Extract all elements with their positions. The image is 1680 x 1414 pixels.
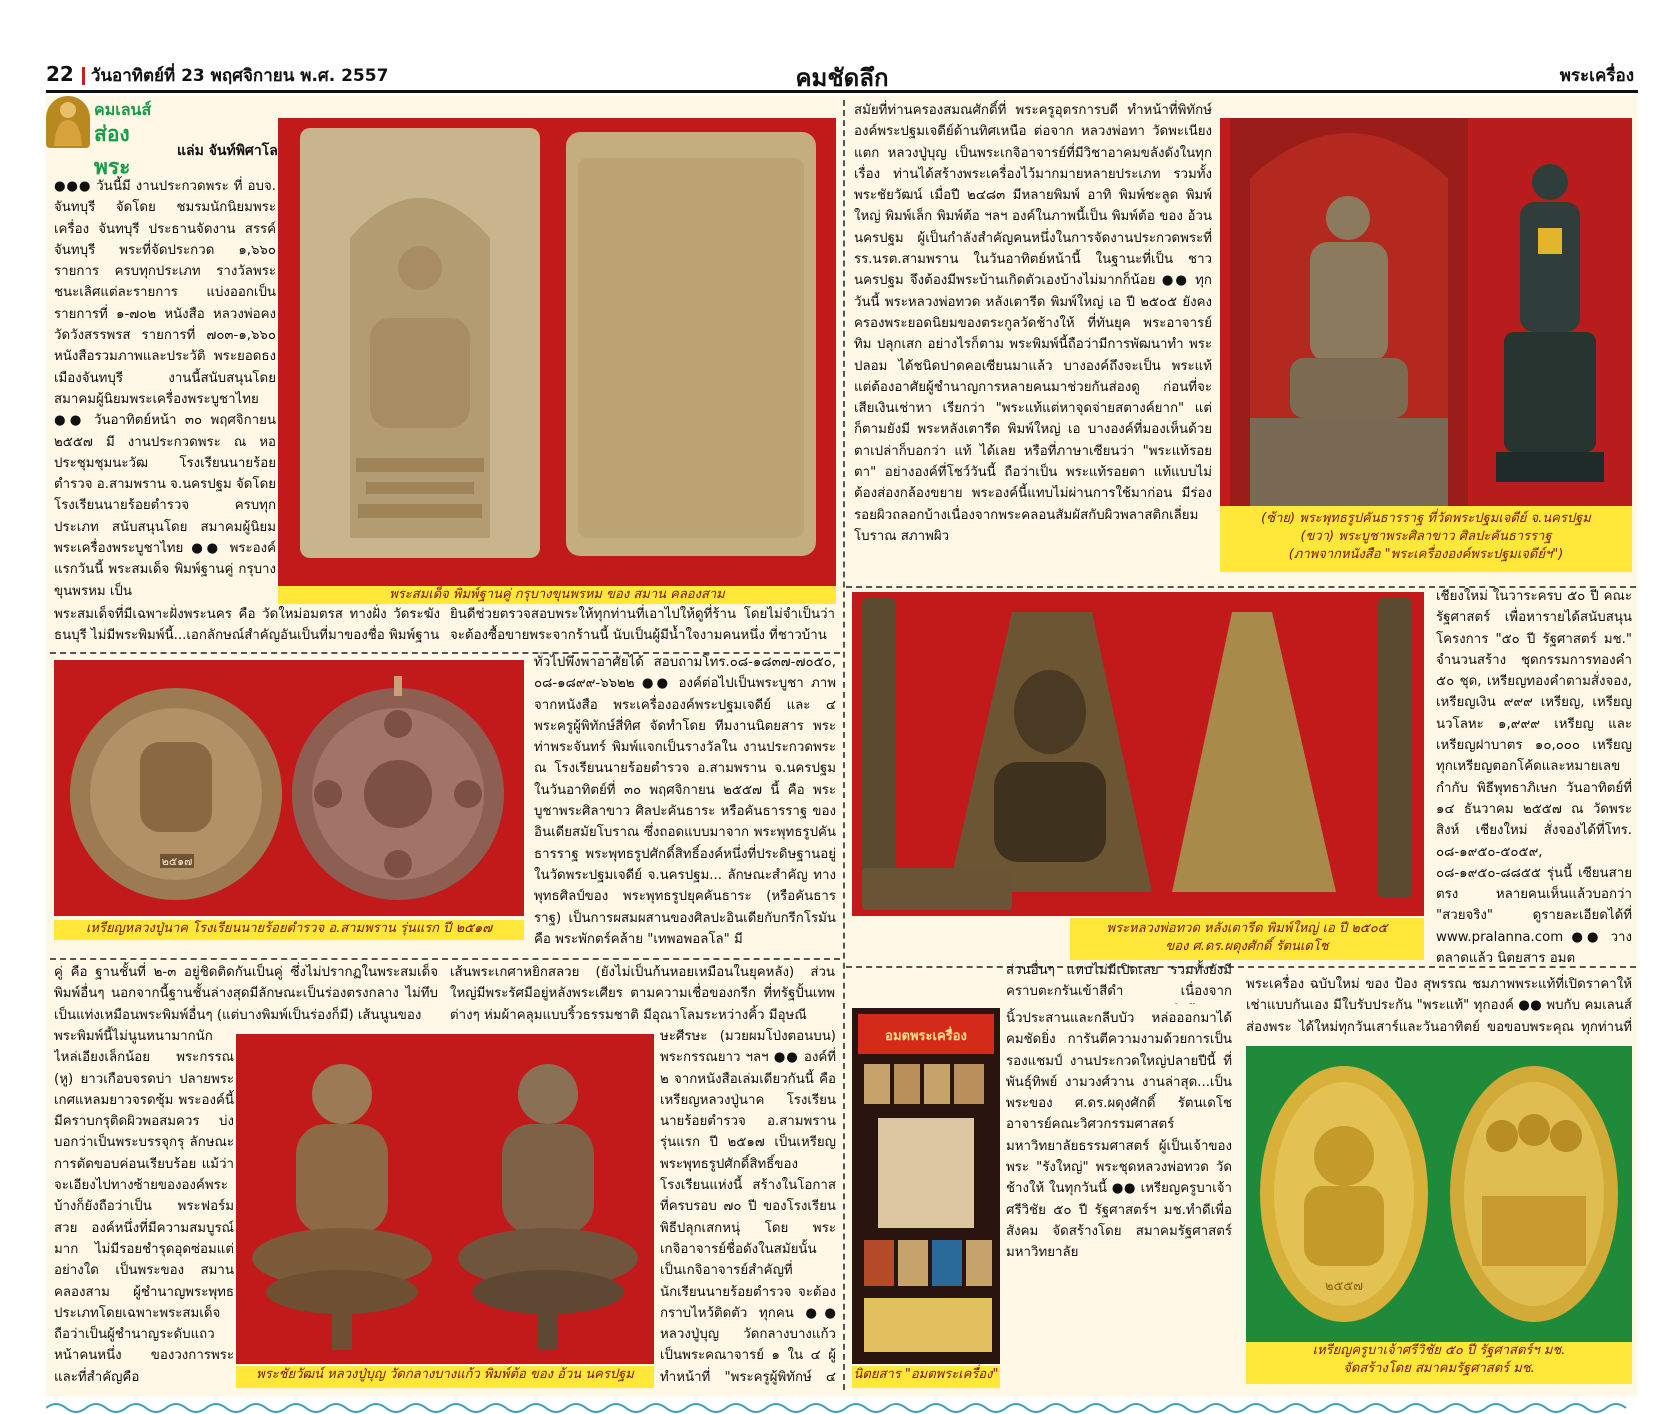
column-logo-line2: ส่องพระ [94,122,131,179]
article-text-col3-mid-a [1006,960,1232,1004]
caption-text: นิตยสาร "อมตพระเครื่อง" [853,1367,999,1382]
column-logo-line1: คมเลนส์ [94,100,152,119]
caption-chaiwat [236,1366,654,1388]
caption-text: (ขวา) พระบูชาพระศิลาขาว ศิลปะคันธารราฐ [1300,529,1552,544]
caption-text: เหรียญครูบาเจ้าศรีวิชัย ๕๐ ปี รัฐศาสตร์ฯ มช. [1312,1343,1566,1358]
article-text-row-left [54,962,438,1026]
article-text-col3-low [1006,1008,1232,1388]
coin-year-text: ๒๕๑๗ [161,855,193,868]
caption-thuat [1070,918,1424,960]
article-paragraph: ส่วนอื่นๆ แทบไม่มีเปิดเลย รวมทั้งยังมีคราบตะกรันเข้าสีดำ เนื่องจาก [1006,963,1232,1000]
newspaper-name: คมชัดลึก [795,64,889,92]
kruba-year-text: ๒๕๕๗ [1324,1279,1364,1294]
article-text-col1-wide [54,604,440,648]
article-paragraph: ยินดีช่วยตรวจสอบพระให้ทุกท่านที่เอาไปให้ดูที่ร้าน โดยไม่จำเป็นว่า จะต้องซื้อขายพระจากร้านนี้ นับเป็นผู้มีน้ำใจงามคนหนึ่ง ที่ชาวบ้าน [450,607,835,644]
article-text-col2-mid [534,652,836,948]
article-paragraph: เชียงใหม่ ในวาระครบ ๕๐ ปี คณะรัฐศาสตร์ เพื่อหารายได้สนับสนุนโครงการ "๕๐ ปี รัฐศาสตร์ มช." จำนวนสร้าง ชุดกรรมการทองคำ ๕๐ ชุด, เหรียญทองคำตามสั่งจอง, เหรียญเงิน ๙๙๙ เหรียญ, เหรียญนวโลหะ ๑,๙๙๙ เหรียญ และเหรียญฝาบาตร ๑๐,๐๐๐ เหรียญ ทุกเหรียญตอกโค้ดและหมายเลขกำกับ พิธีพุทธาภิเษก วันอาทิตย์ที่ ๑๔ ธันวาคม ๒๕๕๗ ณ วัดพระสิงห์ เชียงใหม่ สั่งจองได้ที่โทร. ๐๘-๑๙๕๐-๕๐๕๙, ๐๘-๑๙๕๐-๘๘๕๕ รุ่นนี้ เซียนสายตรง หลายคนเห็นแล้วบอกว่า "สวยจริง" ดูรายละเอียดได้ที่ www.pralanna.com ●● วางตลาดแล้ว นิตยสาร อมต [1436,589,1632,966]
row-divider [50,958,840,960]
article-paragraph: พระสมเด็จที่มีเฉพาะฝั่งพระนคร คือ วัดใหม่อมตรส ทางฝั่ง วัดระฆัง ธนบุรี ไม่มีพระพิมพ์นี้...เอกลักษณ์สำคัญอันเป็นที่มาของชื่อ พิมพ์ฐาน [54,607,440,644]
section-name: พระเครื่อง [1559,66,1634,86]
caption-text: (ภาพจากหนังสือ "พระเครื่ององค์พระปฐมเจดีย์ฯ") [1288,547,1564,562]
page-header [46,58,1638,93]
photo-phra-chaiwat [236,1034,654,1364]
magazine-title-text: อมตพระเครื่อง [885,1029,967,1044]
caption-kruba [1246,1342,1632,1384]
article-text-col4 [1436,586,1632,966]
caption-text: (ซ้าย) พระพุทธรูปคันธารราฐ ที่วัดพระปฐมเจดีย์ จ.นครปฐม [1261,511,1591,526]
caption-text: เหรียญหลวงปู่นาค โรงเรียนนายร้อยตำรวจ อ.สามพราน รุ่นแรก ปี ๒๕๑๗ [85,921,493,936]
article-paragraph: เส้นพระเกศาหยิกสลวย (ยังไม่เป็นก้นหอยเหมือนในยุคหลัง) ส่วนใหญ่มีพระรัศมีอยู่หลังพระเศียร ตามความเชื่อของกรีก ที่ทรัฐปั้นเทพต่างๆ ห่มผ้าคลุมแบบริ้วธรรมชาติ มีอุณาโลมระหว่างคิ้ว มีอุษณี [450,965,835,1023]
column-divider [843,100,845,1390]
caption-text: พระชัยวัฒน์ หลวงปู่บุญ วัดกลางบางแก้ว พิมพ์ต้อ ของ อ้วน นครปฐม [256,1367,634,1382]
byline: แล่ม จันท์พิศาโล [177,143,278,159]
column-logo [46,96,158,179]
article-paragraph: พระพิมพ์นี้ไม่นูนหนามากนัก ไหล่เอียงเล็กน้อย พระกรรณ (หู) ยาวเกือบจรดบ่า ปลายพระเกศแหลมยาวจรดซุ้ม พระองค์นี้มีคราบกรุติดผิวพอสมควร บ่งบอกว่าเป็นพระบรรจุกรุ ลักษณะการตัดขอบค่อนเรียบร้อย แม้ว่าจะเอียงไปทางซ้ายขององค์พระบ้างก็ยังถือว่าเป็น พระฟอร์มสวย องค์หนึ่งที่มีความสมบูรณ์มาก ไม่มีรอยชำรุดอุดซ่อมแต่อย่างใด เป็นพระของ สมาน คลองสาม ผู้ชำนาญพระพุทธประเภทโดยเฉพาะพระสมเด็จถือว่าเป็นผู้ชำนาญระดับแถวหน้าคนหนึ่ง ของวงการพระ และที่สำคัญคือ [54,1029,234,1385]
photo-luangpu-nak-coin [54,660,524,916]
article-paragraph: พระเครื่อง ฉบับใหม่ ของ ป้อง สุพรรณ ชมภาพพระแท้ที่เปิดราคาให้เช่าแบบกันเอง มีใบรับประกัน "พระแท้" ทุกองค์ ●● พบกับ คมเลนส์ส่องพระ ได้ใหม่ทุกวันเสาร์และวันอาทิตย์ ขอขอบพระคุณ ทุกท่านที่ [1246,977,1632,1035]
buddha-icon [46,96,90,148]
caption-coin-nak [54,920,524,940]
article-text-col3 [854,100,1212,580]
article-paragraph: คู่ คือ ฐานชั้นที่ ๒-๓ อยู่ชิดติดกันเป็นคู่ ซึ่งไม่ปรากฏในพระสมเด็จพิมพ์อื่นๆ นอกจากนี้ฐานชั้นล่างสุดมีลักษณะเป็นร่องตรงกลาง ไม่ทึบเป็นแท่งเหมือนพระพิมพ์อื่นๆ (แต่บางพิมพ์เป็นร่องก็มี) เส้นนูนของ [54,965,438,1023]
caption-gandhara [1220,506,1632,572]
article-paragraph: ษะศีรษะ (มวยผมโป่งตอนบน) พระกรรณยาว ฯลฯ ●● องค์ที่ ๒ จากหนังสือเล่มเดียวกันนี้ คือ เหรียญหลวงปู่นาค โรงเรียนนายร้อยตำรวจ อ.สามพราน รุ่นแรก ปี ๒๕๑๗ เป็นเหรียญพระพุทธรูปศักดิ์สิทธิ์ของโรงเรียนแห่งนี้ สร้างในโอกาสที่ครบรอบ ๗๐ ปี ของโรงเรียน พิธีปลุกเสกหนุ่ โดย พระเกจิอาจารย์ชื่อดังในสมัยนั้น เป็นเกจิอาจารย์สำคัญที่นักเรียนนายร้อยตำรวจ จะต้องกราบไหว้ติดตัว ทุกคน ●● หลวงปู่บุญ วัดกลางบางแก้ว เป็นพระคณาจารย์ ๑ ใน ๔ ผู้ทำหน้าที่ "พระครูผู้พิทักษ์ ๔ [660,1029,836,1385]
caption-text: ของ ศ.ดร.ผดุงศักดิ์ รัตนเดโช [1165,939,1329,954]
row-divider [846,966,1636,968]
photo-gandhara-buddhas [1220,118,1632,506]
caption-magazine [852,1366,1000,1388]
article-text-col2-wide [450,604,835,648]
article-text-col1 [54,176,276,618]
photo-luangpho-thuat [852,592,1424,916]
issue-date: วันอาทิตย์ที่ 23 พฤศจิกายน พ.ศ. 2557 [90,66,389,86]
article-paragraph: นิ้วประสานและกลีบบัว หล่อออกมาได้คมชัดยิ่ง การันตีความงามด้วยการเป็นรองแชมป์ งานประกวดใหญ่ปลายปีนี้ ที่พันธุ์ทิพย์ งามวงศ์วาน งานล่าสุด...เป็นพระของ ศ.ดร.ผดุงศักดิ์ รัตนเดโช อาจารย์คณะวิศวกรรมศาสตร์ มหาวิทยาลัยธรรมศาสตร์ ผู้เป็นเจ้าของพระ "รังใหญ่" พระชุดหลวงพ่อทวด วัดช้างให้ ในทุกวันนี้ ●● เหรียญครูบาเจ้าศรีวิชัย ๕๐ ปี รัฐศาสตร์ฯ มช.ทำดีเพื่อสังคม จัดสร้างโดย สมาคมรัฐศาสตร์ มหาวิทยาลัย [1006,1011,1232,1261]
bottom-wave-border [46,1400,1638,1414]
caption-text: พระสมเด็จ พิมพ์ฐานคู่ กรุบางขุนพรหม ของ สมาน คลองสาม [389,587,725,602]
article-text-col2-low [660,1026,836,1388]
photo-magazine-cover [852,1008,1000,1364]
article-paragraph: สมัยที่ท่านครองสมณศักดิ์ที่ พระครูอุตรการบดี ทำหน้าที่พิทักษ์องค์พระปฐมเจดีย์ด้านทิศเหนือ ต่อจาก หลวงพ่อทา วัดพะเนียงแตก หลวงปู่บุญ เป็นพระเกจิอาจารย์ที่มีวิชาอาคมขลังดังในทุกเรื่อง ท่านได้สร้างพระเครื่องไว้มากมายหลายประเภท รวมทั้ง พระชัยวัฒน์ เมื่อปี ๒๔๘๓ มีหลายพิมพ์ อาทิ พิมพ์ชะลูด พิมพ์ใหญ่ พิมพ์เล็ก พิมพ์ต้อ ฯลฯ องค์ในภาพนี้เป็น พิมพ์ต้อ ของ อ้วน นครปฐม ผู้เป็นกำลังสำคัญคนหนึ่งในการจัดงานประกวดพระที่ รร.นรต.สามพราน ในวันอาทิตย์หน้านี้ ในฐานะที่เป็น ชาวนครปฐม จึงต้องมีพระบ้านเกิดตัวเองบ้างไม่มากก็น้อย ●● ทุกวันนี้ พระหลวงพ่อทวด หลังเตารีด พิมพ์ใหญ่ เอ ปี ๒๕๐๕ ยังคงครองพระยอดนิยมของตระกูลวัดช้างให้ ที่ทันยุค พระอาจารย์ทิม ปลุกเสก อย่างไรก็ตาม พระพิมพ์นี้ถือว่ามีการพัฒนาทำ พระปลอม ได้ชนิดปาดคอเซียนมาแล้ว บางองค์ถึงจะเป็น พระแท้ แต่ต้องอาศัยผู้ชำนาญการหลายคนมาช่วยกันส่องดู ก่อนที่จะเสียเงินเช่าหา เรียกว่า "พระแท้แต่หาจุดจ่ายสตางค์ยาก" แต่ก็ตามยังมี พระหลังเตารีด พิมพ์ใหญ่ เอ บางองค์ที่มองเห็นด้วยตาเปล่าก็บอกว่า แท้ ได้เลย หรือที่ภาษาเซียนว่า "พระแท้รอยตา" อย่างองค์ที่โชว์วันนี้ ถือว่าเป็น พระแท้รอยตา แท้แบบไม่ต้องส่องกล้องขยาย พระองค์นี้แทบไม่ผ่านการใช้มาก่อน มีร่องรอยผิวถลอกบ้างเนื่องจากพระคลอนสัมผัสกับผิวพลาสติกเลี่ยมโบราณ สภาพผิว [854,103,1212,544]
photo-somdej-amulet [278,118,836,586]
article-text-col4-mid [1246,974,1632,1038]
article-paragraph: ทั่วไปพึ่งพาอาศัยได้ สอบถามโทร.๐๘-๑๘๓๗-๗๐๕๐, ๐๘-๑๘๙๙-๖๖๒๒ ●● องค์ต่อไปเป็นพระบูชา ภาพจากหนังสือ พระเครื่ององค์พระปฐมเจดีย์ และ ๔ พระครูผู้พิทักษ์สี่ทิศ จัดทำโดย ทีมงานนิตยสาร พระท่าพระจันทร์ พิมพ์แจกเป็นรางวัลใน งานประกวดพระ ณ โรงเรียนนายร้อยตำรวจ อ.สามพราน จ.นครปฐม ในวันอาทิตย์ที่ ๓๐ พฤศจิกายน ๒๕๕๗ นี้ คือ พระบูชาพระศิลาขาว ศิลปะคันธาระ หรือคันธารราฐ ของอินเดียสมัยโบราณ ซึ่งถอดแบบมาจาก พระพุทธรูปคันธารราฐ พระพุทธรูปศักดิ์สิทธิ์องค์หนึ่งที่ประดิษฐานอยู่ในวัดพระปฐมเจดีย์ จ.นครปฐม... ลักษณะสำคัญ ทางพุทธศิลป์ของ พระพุทธรูปยุคคันธาระ (หรือคันธารราฐ) เป็นการผสมผสานของศิลปะอินเดียกับกรีกโรมัน คือ พระพักตร์คล้าย "เทพอพอลโล" มี [534,655,836,947]
article-text-row-mid [450,962,835,1026]
caption-somdej [278,586,836,604]
article-text-col1-low [54,1026,234,1388]
page-number: 22 [46,62,74,86]
photo-kruba-coins [1246,1046,1632,1342]
caption-text: จัดสร้างโดย สมาคมรัฐศาสตร์ มช. [1343,1361,1535,1376]
article-paragraph: ●●● วันนี้มี งานประกวดพระ ที่ อบจ. จันทบุรี จัดโดย ชมรมนักนิยมพระเครื่อง จันทบุรี ประธานจัดงาน สรรค์ จันทบุรี พระที่จัดประกวด ๑,๖๖๐ รายการ ครบทุกประเภท รางวัลพระชนะเลิศแต่ละรายการ แบ่งออกเป็นรายการที่ ๑-๗๐๒ หนังสือ หลวงพ่อคง วัดวังสรรพรส รายการที่ ๗๐๓-๑,๖๖๐ หนังสือรวมภาพและประวัติ พระยอดธงเมืองจันทบุรี งานนี้สนับสนุนโดย สมาคมผู้นิยมพระเครื่องพระบูชาไทย ●● วันอาทิตย์หน้า ๓๐ พฤศจิกายน ๒๕๕๗ มี งานประกวดพระ ณ หอประชุมชุมนะวัฒ โรงเรียนนายร้อยตำรวจ อ.สามพราน จ.นครปฐม จัดโดย โรงเรียนนายร้อยตำรวจ ครบทุกประเภท สนับสนุนโดย สมาคมผู้นิยมพระเครื่องพระบูชาไทย ●● พระองค์แรกวันนี้ พระสมเด็จ พิมพ์ฐานคู่ กรุบางขุนพรหม เป็น [54,179,276,599]
caption-text: พระหลวงพ่อทวด หลังเตารีด พิมพ์ใหญ่ เอ ปี ๒๕๐๕ [1106,921,1388,936]
